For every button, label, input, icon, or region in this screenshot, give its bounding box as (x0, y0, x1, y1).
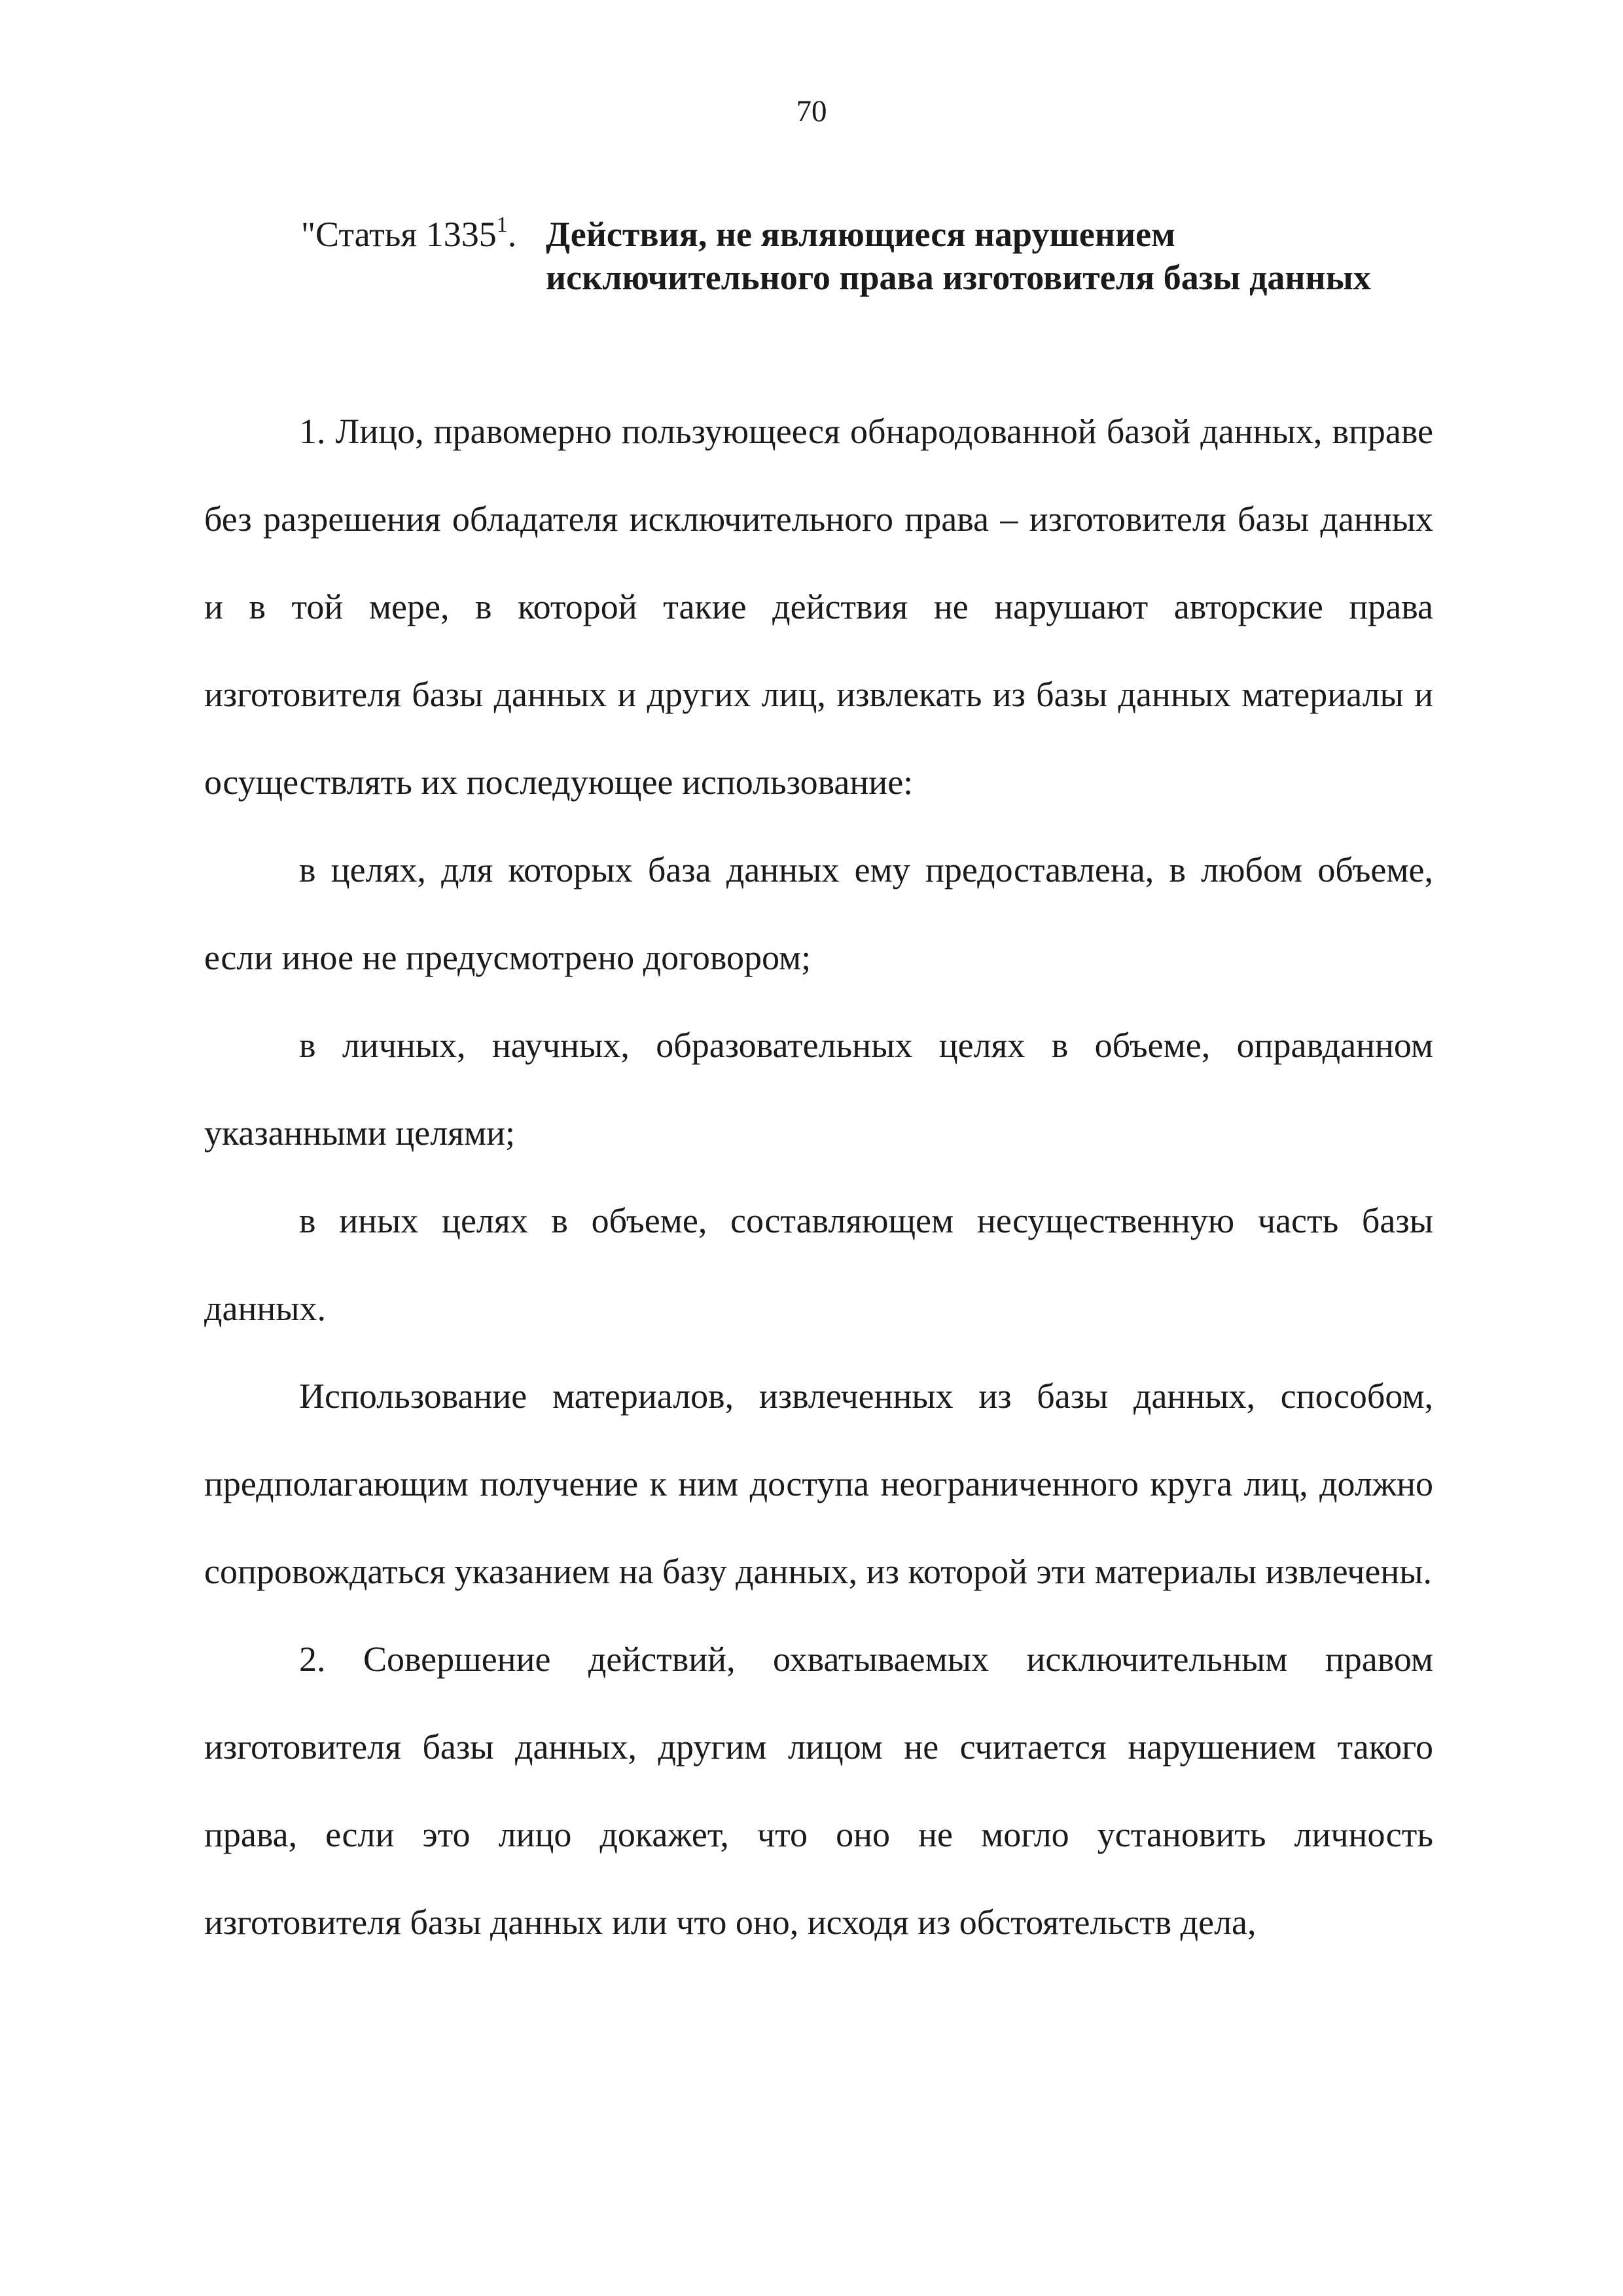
article-heading (301, 213, 1479, 297)
article-prefix: "Статья 1335 (301, 215, 497, 254)
paragraph-1: 1. Лицо, правомерно пользующееся обнародованной базой данных, вправе без разрешения обладателя исключительного права – изготовителя базы данных и в той мере, в которой такие действия не нарушают авторские права изготовителя базы данных и других лиц, извлекать из базы данных материалы и осуществлять их последующее использование: (204, 412, 1433, 802)
paragraph-4: в иных целях в объеме, составляющем несущественную часть базы данных. (204, 1201, 1433, 1328)
paragraph-6: 2. Совершение действий, охватываемых исключительным правом изготовителя базы данных, другим лицом не считается нарушением такого права, если это лицо докажет, что оно не могло установить личность изготовителя базы данных или что оно, исходя из обстоятельств дела, (204, 1640, 1433, 1942)
article-title: Действия, не являющиеся нарушением исключительного права изготовителя базы данных (546, 215, 1371, 297)
page-number: 70 (796, 94, 827, 128)
article-number (301, 215, 516, 254)
paragraph-2: в целях, для которых база данных ему предоставлена, в любом объеме, если иное не предусмотрено договором; (204, 850, 1433, 977)
article-dot: . (507, 215, 517, 254)
paragraph-5: Использование материалов, извлеченных из базы данных, способом, предполагающим получение к ним доступа неограниченного круга лиц, должно сопровождаться указанием на базу данных, из которой эти материалы извлечены. (204, 1376, 1433, 1591)
document-body (204, 387, 1433, 1966)
article-superscript: 1 (496, 213, 508, 237)
paragraph-3: в личных, научных, образовательных целях в объеме, оправданном указанными целями; (204, 1026, 1433, 1153)
